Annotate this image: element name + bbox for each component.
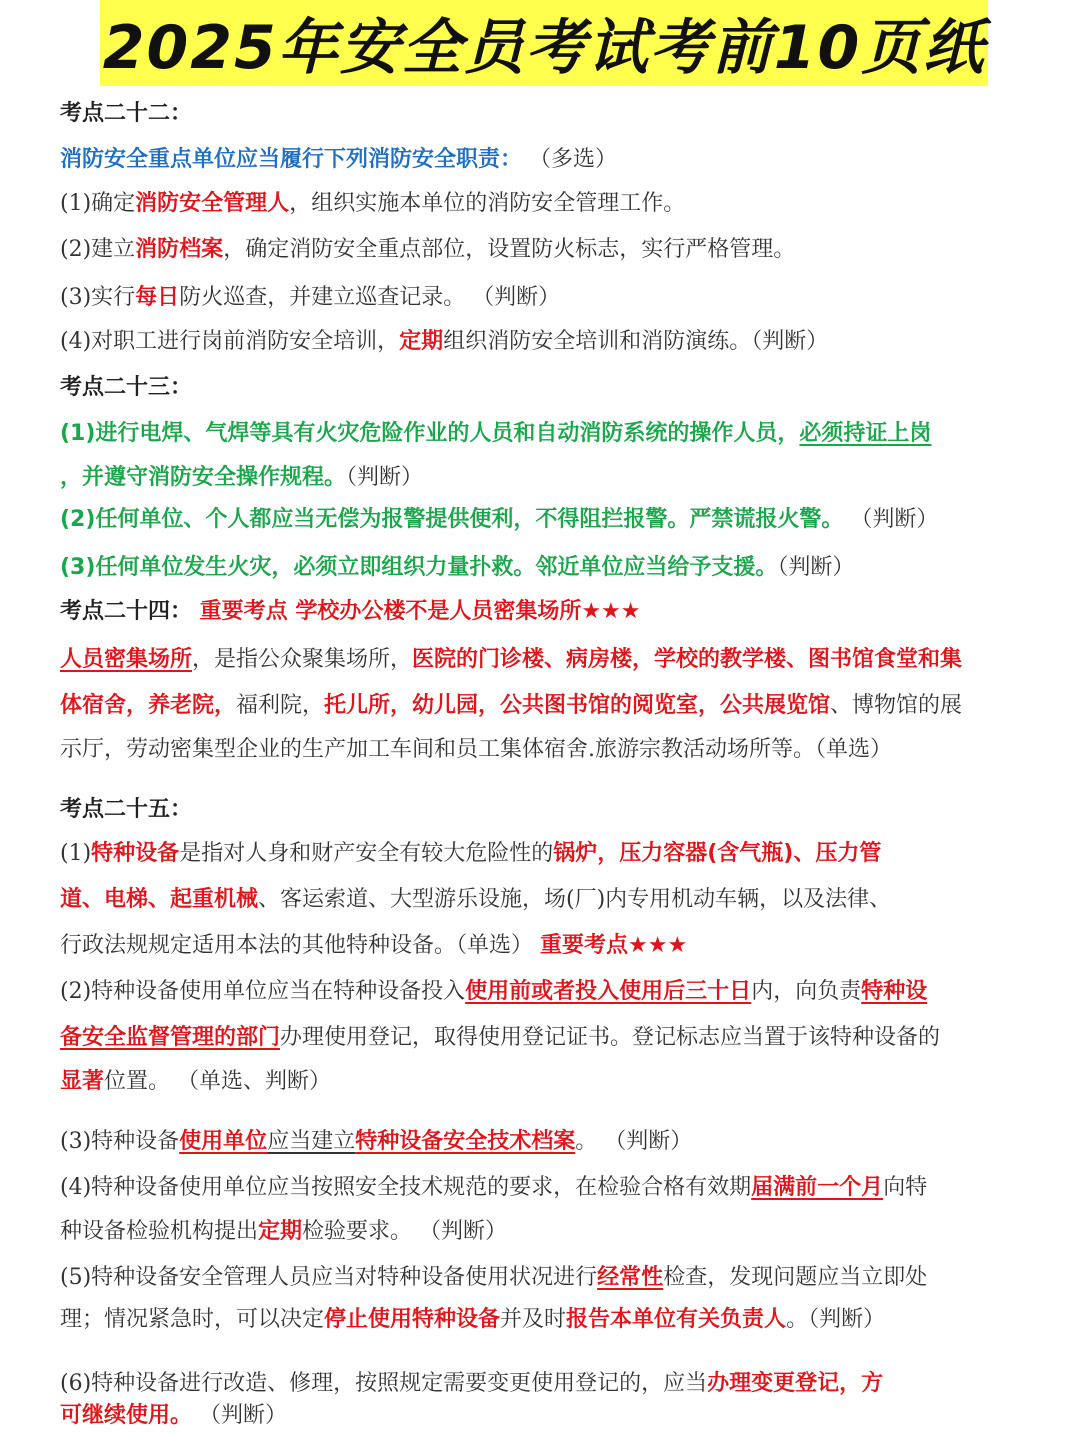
text-segment: 人员密集场所 bbox=[60, 647, 193, 672]
text-segment: 理；情况紧急时，可以决定 bbox=[60, 1307, 325, 1332]
text-line bbox=[60, 884, 1020, 916]
text-line bbox=[60, 98, 1020, 130]
text-line bbox=[60, 1126, 1020, 1158]
text-line bbox=[60, 644, 1020, 676]
page-title: 2025年安全员考试考前10页纸 bbox=[102, 13, 986, 83]
title-banner bbox=[100, 0, 988, 86]
text-segment: (2)建立 bbox=[60, 237, 136, 262]
text-segment: 、客运索道、大型游乐设施，场(厂)内专用机动车辆，以及法律、 bbox=[258, 887, 892, 912]
text-line bbox=[60, 1216, 1020, 1248]
text-segment: 办理变更登记，方 bbox=[707, 1371, 884, 1396]
text-segment: (4)对职工进行岗前消防安全培训， bbox=[60, 329, 400, 354]
text-line bbox=[60, 1400, 1020, 1432]
text-line bbox=[60, 1304, 1020, 1336]
text-segment: 检验要求。 （判断） bbox=[302, 1219, 508, 1244]
text-line bbox=[60, 1066, 1020, 1098]
text-line bbox=[60, 794, 1020, 826]
text-segment: （多选） bbox=[522, 147, 618, 172]
text-segment: 托儿所，幼儿园，公共图书馆的阅览室，公共展览馆 bbox=[324, 693, 831, 718]
text-segment: 并及时 bbox=[500, 1307, 567, 1332]
text-segment: 行政法规规定适用本法的其他特种设备。（单选） bbox=[60, 933, 540, 958]
text-segment: (5)特种设备安全管理人员应当对特种设备使用状况进行 bbox=[60, 1265, 598, 1290]
text-line bbox=[60, 188, 1020, 220]
text-segment: 显著 bbox=[60, 1069, 105, 1094]
text-segment: 应当建立 bbox=[267, 1129, 356, 1154]
text-segment: 种设备检验机构提出 bbox=[60, 1219, 259, 1244]
section-heading: 考点二十三： bbox=[60, 375, 193, 400]
text-segment: 届满前一个月 bbox=[751, 1175, 884, 1200]
text-line bbox=[60, 326, 1020, 358]
text-line bbox=[60, 418, 1020, 450]
text-segment: （判断） bbox=[192, 1403, 288, 1428]
text-segment: 定期 bbox=[258, 1219, 303, 1244]
text-segment: 特种设 bbox=[861, 979, 928, 1004]
text-segment: (1) bbox=[60, 841, 92, 866]
text-segment: (1)进行电焊、气焊等具有火灾危险作业的人员和自动消防系统的操作人员， bbox=[60, 421, 800, 446]
text-line bbox=[60, 462, 1020, 494]
text-segment: ，是指公众聚集场所， bbox=[192, 647, 413, 672]
text-segment: (3)特种设备 bbox=[60, 1129, 180, 1154]
text-segment: 停止使用特种设备 bbox=[324, 1307, 501, 1332]
text-segment: （判断） bbox=[777, 555, 855, 580]
text-segment: 、博物馆的展 bbox=[830, 693, 963, 718]
text-segment: 福利院， bbox=[236, 693, 325, 718]
text-line bbox=[60, 596, 1020, 628]
text-segment: ，并遵守消防安全操作规程。 bbox=[60, 465, 347, 490]
text-segment: 每日 bbox=[135, 285, 180, 310]
text-segment: (2)任何单位、个人都应当无偿为报警提供便利，不得阻拦报警。严禁谎报火警。 bbox=[60, 507, 844, 532]
text-segment: 消防档案 bbox=[135, 237, 224, 262]
text-line bbox=[60, 282, 1020, 314]
text-line bbox=[60, 1368, 1020, 1400]
text-segment: (1)确定 bbox=[60, 191, 136, 216]
text-segment: 使用单位 bbox=[179, 1129, 268, 1154]
text-segment: 组织消防安全培训和消防演练。（判断） bbox=[443, 329, 829, 354]
text-segment: 消防安全管理人 bbox=[135, 191, 290, 216]
text-segment: 特种设备安全技术档案 bbox=[355, 1129, 576, 1154]
text-line bbox=[60, 1172, 1020, 1204]
text-segment: 防火巡查，并建立巡查记录。 （判断） bbox=[179, 285, 561, 310]
text-line bbox=[60, 690, 1020, 722]
text-segment: 必须持证上岗 bbox=[799, 421, 932, 446]
text-segment: 重要考点★★★ bbox=[540, 933, 688, 958]
text-segment: 。（判断） bbox=[786, 1307, 886, 1332]
text-segment: 消防安全重点单位应当履行下列消防安全职责： bbox=[60, 147, 523, 172]
text-segment: 使用前或者投入使用后三十日 bbox=[465, 979, 752, 1004]
text-segment: 。 （判断） bbox=[575, 1129, 693, 1154]
text-segment: 重要考点 学校办公楼不是人员密集场所★★★ bbox=[192, 599, 641, 624]
text-segment: (3)实行 bbox=[60, 285, 136, 310]
text-segment: 是指对人身和财产安全有较大危险性的 bbox=[179, 841, 554, 866]
section-heading: 考点二十四： bbox=[60, 599, 193, 624]
text-segment: 向特 bbox=[883, 1175, 928, 1200]
text-line bbox=[60, 976, 1020, 1008]
text-line bbox=[60, 552, 1020, 584]
text-segment: 体宿舍，养老院， bbox=[60, 693, 237, 718]
text-segment: 办理使用登记，取得使用登记证书。登记标志应当置于该特种设备的 bbox=[280, 1025, 941, 1050]
text-segment: 内，向负责 bbox=[751, 979, 862, 1004]
text-line bbox=[60, 1262, 1020, 1294]
text-line bbox=[60, 1022, 1020, 1054]
text-segment: 可继续使用。 bbox=[60, 1403, 193, 1428]
text-line bbox=[60, 838, 1020, 870]
text-line bbox=[60, 734, 1020, 766]
text-segment: (2)特种设备使用单位应当在特种设备投入 bbox=[60, 979, 466, 1004]
text-line bbox=[60, 144, 1020, 176]
text-segment: (3)任何单位发生火灾，必须立即组织力量扑救。邻近单位应当给予支援。 bbox=[60, 555, 778, 580]
text-segment: 医院的门诊楼、病房楼，学校的教学楼、图书馆食堂和集 bbox=[412, 647, 963, 672]
text-line bbox=[60, 504, 1020, 536]
text-segment: 定期 bbox=[399, 329, 444, 354]
text-segment: 经常性 bbox=[597, 1265, 664, 1290]
text-segment: （判断） bbox=[843, 507, 939, 532]
text-segment: 备安全监督管理的部门 bbox=[60, 1025, 281, 1050]
text-segment: ，组织实施本单位的消防安全管理工作。 bbox=[289, 191, 686, 216]
text-segment: 示厅，劳动密集型企业的生产加工车间和员工集体宿舍.旅游宗教活动场所等。（单选） bbox=[60, 737, 892, 762]
text-segment: 报告本单位有关负责人 bbox=[566, 1307, 787, 1332]
text-line bbox=[60, 234, 1020, 266]
text-segment: 道、电梯、起重机械 bbox=[60, 887, 259, 912]
section-heading: 考点二十二： bbox=[60, 101, 193, 126]
text-segment: 检查，发现问题应当立即处 bbox=[663, 1265, 928, 1290]
section-heading: 考点二十五： bbox=[60, 797, 193, 822]
text-line bbox=[60, 372, 1020, 404]
text-segment: （判断） bbox=[346, 465, 424, 490]
text-line bbox=[60, 930, 1020, 962]
text-segment: ，确定消防安全重点部位，设置防火标志，实行严格管理。 bbox=[223, 237, 796, 262]
text-segment: (6)特种设备进行改造、修理，按照规定需要变更使用登记的，应当 bbox=[60, 1371, 708, 1396]
text-segment: 锅炉，压力容器(含气瓶)、压力管 bbox=[553, 841, 882, 866]
text-segment: 位置。 （单选、判断） bbox=[104, 1069, 332, 1094]
text-segment: 特种设备 bbox=[91, 841, 180, 866]
text-segment: (4)特种设备使用单位应当按照安全技术规范的要求，在检验合格有效期 bbox=[60, 1175, 752, 1200]
